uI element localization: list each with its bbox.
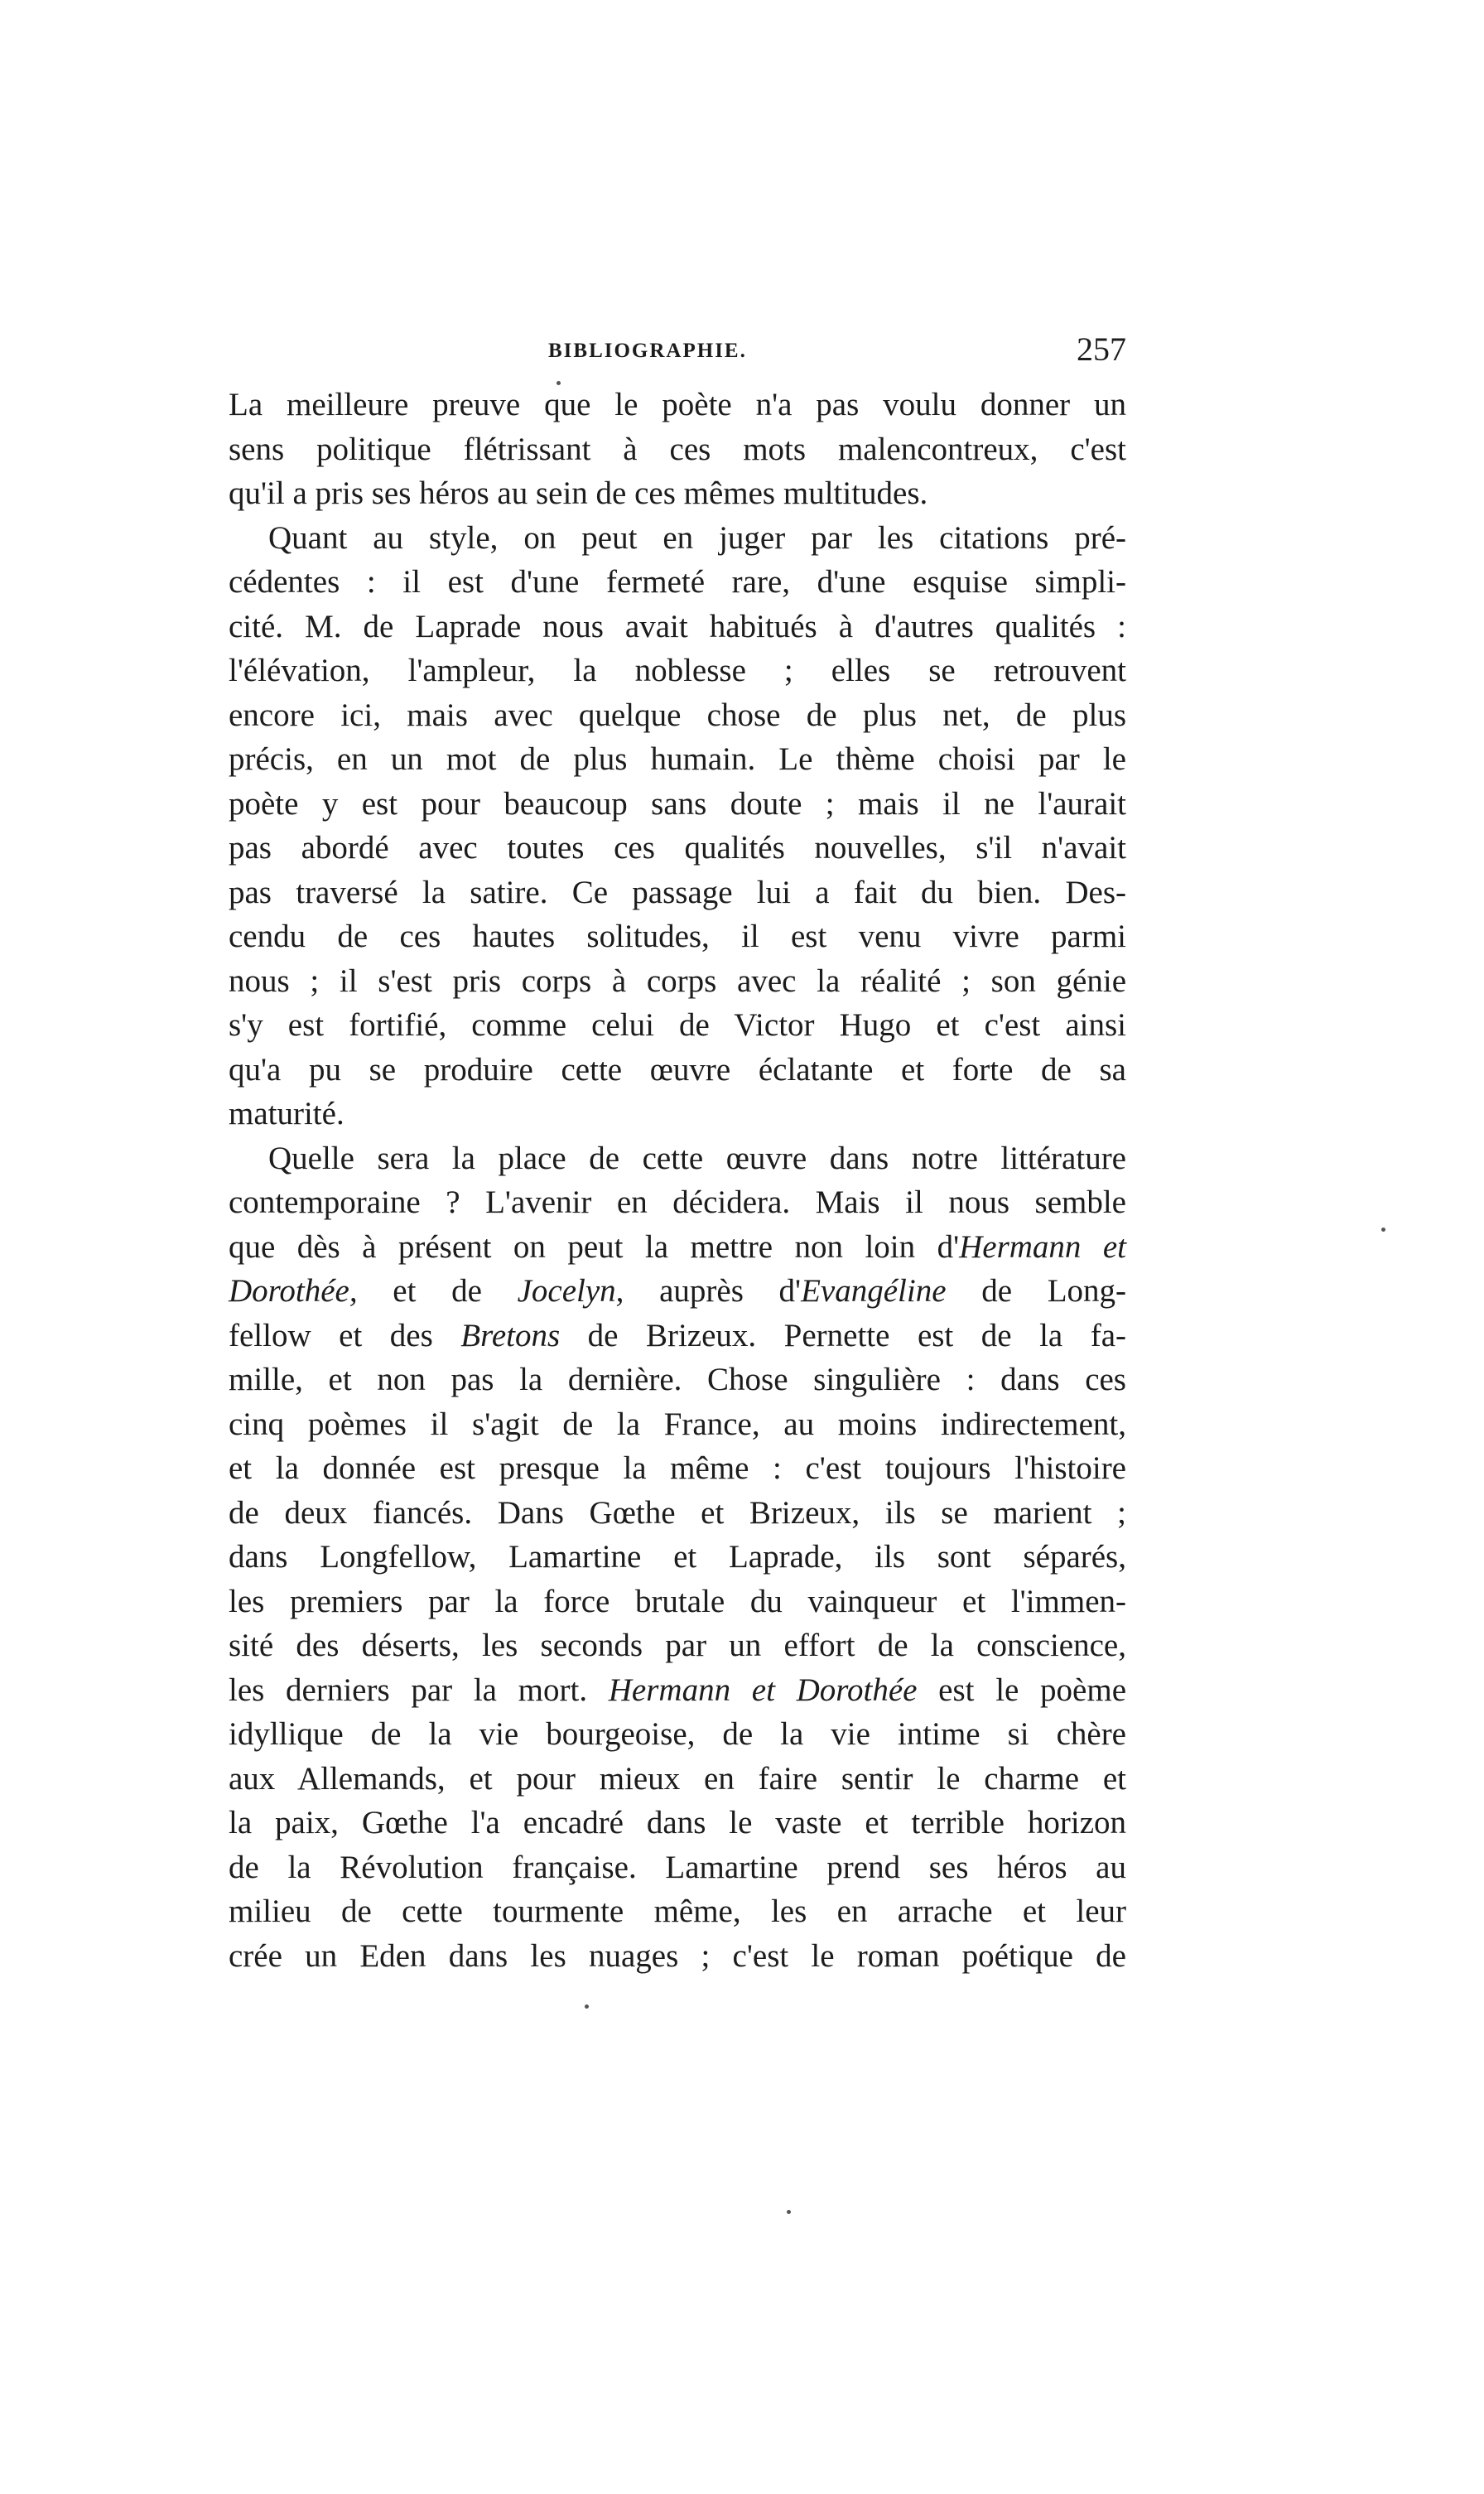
text-line: idyllique de la vie bourgeoise, de la vie intime si chère [229, 1716, 1126, 1752]
text-run: de Brizeux. Pernette est de la fa- [560, 1317, 1127, 1353]
text-line: de deux fiancés. Dans Gœthe et Brizeux, ils se marient ; [229, 1494, 1126, 1531]
text-line: contemporaine ? L'avenir en décidera. Mais il nous semble [229, 1184, 1126, 1220]
text-run: les derniers par la mort. [229, 1672, 609, 1708]
running-head: BIBLIOGRAPHIE. [548, 340, 747, 362]
text-line: sens politique flétrissant à ces mots malencontreux, c'est [229, 431, 1126, 467]
text-run: de Long- [946, 1273, 1126, 1309]
text-run: fellow et des [229, 1317, 461, 1353]
text-line: cédentes : il est d'une fermeté rare, d'une esquise simpli- [229, 564, 1126, 600]
text-line: encore ici, mais avec quelque chose de plus net, de plus [229, 697, 1126, 733]
page-header [229, 330, 1126, 379]
page-number: 257 [1077, 330, 1126, 368]
body-text [229, 383, 1126, 1978]
scan-speck [585, 2004, 589, 2009]
text-line: cendu de ces hautes solitudes, il est venu vivre parmi [229, 919, 1126, 954]
text-line: qu'il a pris ses héros au sein de ces mêmes multitudes. [229, 475, 928, 511]
text-line: la paix, Gœthe l'a encadré dans le vaste et terrible horizon [229, 1805, 1126, 1840]
text-line: La meilleure preuve que le poète n'a pas voulu donner un [229, 387, 1126, 422]
scan-speck [787, 2210, 791, 2214]
scan-speck [1381, 1228, 1385, 1232]
italic-title: Hermann et Dorothée [608, 1672, 918, 1708]
text-line: Quant au style, on peut en juger par les citations pré- [268, 519, 1126, 556]
text-line: de la Révolution française. Lamartine prend ses héros au [229, 1849, 1126, 1885]
text-run: et de [357, 1273, 518, 1309]
text-line [229, 1269, 1126, 1314]
text-run: que dès à présent on peut la mettre non loin d' [229, 1228, 960, 1265]
text-line: cinq poèmes il s'agit de la France, au moins indirectement, [229, 1406, 1126, 1442]
text-line: pas traversé la satire. Ce passage lui a fait du bien. Des- [229, 874, 1126, 910]
text-line: s'y est fortifié, comme celui de Victor Hugo et c'est ainsi [229, 1007, 1126, 1043]
text-run: est le poème [917, 1672, 1126, 1708]
text-line: milieu de cette tourmente même, les en arrache et leur [229, 1893, 1126, 1929]
text-line: sité des déserts, les seconds par un effort de la conscience, [229, 1628, 1126, 1663]
text-line: cité. M. de Laprade nous avait habitués à d'autres qualités : [229, 608, 1126, 644]
text-line: dans Longfellow, Lamartine et Laprade, ils sont séparés, [229, 1539, 1126, 1575]
text-line: et la donnée est presque la même : c'est toujours l'histoire [229, 1450, 1126, 1486]
text-line [229, 1314, 1126, 1358]
italic-title: Jocelyn, [517, 1273, 624, 1309]
text-line: précis, en un mot de plus humain. Le thème choisi par le [229, 741, 1126, 777]
italic-title: Dorothée, [229, 1273, 358, 1309]
text-line: maturité. [229, 1096, 344, 1131]
text-line: qu'a pu se produire cette œuvre éclatante et forte de sa [229, 1051, 1126, 1088]
text-line: pas abordé avec toutes ces qualités nouvelles, s'il n'avait [229, 830, 1126, 866]
text-line: mille, et non pas la dernière. Chose singulière : dans ces [229, 1362, 1126, 1397]
text-line: Quelle sera la place de cette œuvre dans notre littérature [268, 1140, 1126, 1176]
italic-title: Hermann et [959, 1228, 1126, 1265]
text-line: l'élévation, l'ampleur, la noblesse ; elles se retrouvent [229, 653, 1126, 688]
text-line: nous ; il s'est pris corps à corps avec la réalité ; son génie [229, 962, 1126, 999]
text-line: aux Allemands, et pour mieux en faire sentir le charme et [229, 1760, 1126, 1797]
scan-speck [556, 381, 561, 385]
text-line: crée un Eden dans les nuages ; c'est le roman poétique de [229, 1937, 1126, 1974]
text-run: auprès d' [624, 1273, 802, 1309]
text-line [229, 1225, 1126, 1270]
italic-title: Bretons [460, 1317, 561, 1353]
text-line: poète y est pour beaucoup sans doute ; mais il ne l'aurait [229, 785, 1126, 822]
text-line: les premiers par la force brutale du vainqueur et l'immen- [229, 1583, 1126, 1619]
italic-title: Evangéline [801, 1273, 947, 1309]
text-line [229, 1668, 1126, 1713]
